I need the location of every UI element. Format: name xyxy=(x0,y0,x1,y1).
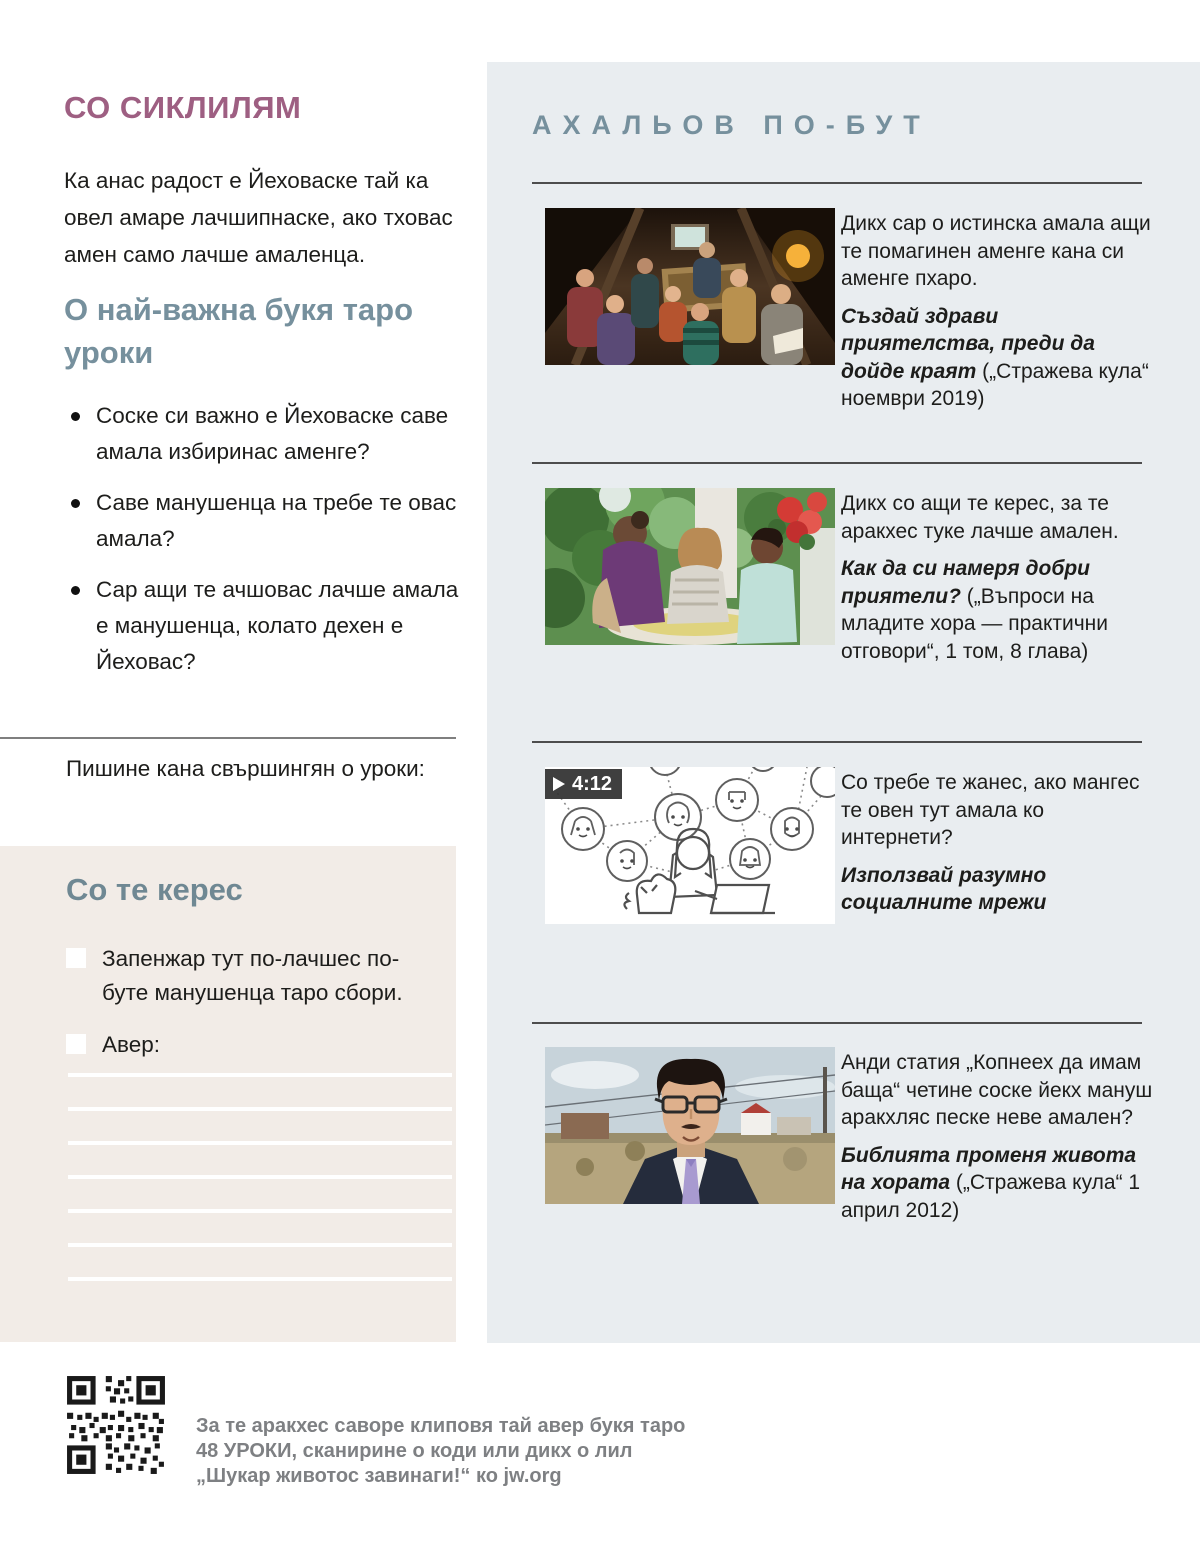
review-question: Саве манушенца на требе те овас амала? xyxy=(64,485,472,557)
footer-line: „Шукар животос завинаги!“ ко jw.org xyxy=(196,1465,562,1487)
review-questions-list xyxy=(64,398,472,695)
checkbox[interactable] xyxy=(66,948,86,968)
cafe-friends-image xyxy=(545,488,835,645)
resource-text xyxy=(841,1049,1153,1224)
section-rule xyxy=(532,182,1142,184)
footer-note xyxy=(196,1414,716,1489)
goal-label: Авер: xyxy=(102,1032,160,1057)
resource-text xyxy=(841,490,1153,665)
resource-citation: („Стражева кула“ ноември 2019) xyxy=(841,359,1149,410)
goal-item xyxy=(66,1028,426,1062)
completion-date-prompt: Пишине кана свършингян о уроки: xyxy=(66,756,425,781)
writing-line[interactable] xyxy=(68,1277,452,1281)
attic-study-image xyxy=(545,208,835,365)
review-question: Сар ащи те ачшовас лачше амала е манушенца, колато дехен е Йеховас? xyxy=(64,572,472,680)
resource-text xyxy=(841,210,1153,413)
footer-line: За те аракхес саворе клиповя тай авер букя таро xyxy=(196,1415,686,1437)
video-duration-badge xyxy=(545,769,622,799)
resource-description: Дикх сар о истинска амала ащи те помагинен аменге кана си аменге пхаро. xyxy=(841,212,1151,290)
section-rule xyxy=(532,462,1142,464)
footer-line: 48 УРОКИ, сканирине о коди или дикх о лил xyxy=(196,1440,633,1462)
goals-heading: Со те керес xyxy=(66,872,243,907)
section-rule xyxy=(532,1022,1142,1024)
goal-label: Запенжар тут по-лачшес по-буте манушенца таро сбори. xyxy=(102,946,403,1005)
checkbox[interactable] xyxy=(66,1034,86,1054)
section-rule xyxy=(532,741,1142,743)
resource-description: Со требе те жанес, ако мангес те овен тут амала ко интернети? xyxy=(841,771,1140,849)
resource-reference xyxy=(841,1142,1153,1225)
resource-reference xyxy=(841,862,1153,917)
play-icon xyxy=(553,777,565,791)
resource-citation: („Въпроси на младите хора — практични отговори“, 1 том, 8 глава) xyxy=(841,584,1108,663)
review-question: Соске си важно е Йеховаске саве амала избиринас аменге? xyxy=(64,398,472,470)
resource-description: Дикх со ащи те керес, за те аракхес туке лачше амален. xyxy=(841,492,1119,543)
video-thumbnail[interactable] xyxy=(545,767,835,924)
goal-item xyxy=(66,942,426,1010)
writing-line[interactable] xyxy=(68,1107,452,1111)
resource-reference xyxy=(841,303,1153,413)
writing-line[interactable] xyxy=(68,1243,452,1247)
page-title: СО СИКЛИЛЯМ xyxy=(64,90,302,125)
goals-box xyxy=(0,846,456,1342)
divider xyxy=(0,737,456,739)
portrait-image xyxy=(545,1047,835,1204)
resource-text xyxy=(841,769,1153,917)
learn-more-panel xyxy=(487,62,1200,1343)
writing-line[interactable] xyxy=(68,1141,452,1145)
video-duration: 4:12 xyxy=(572,772,613,795)
qr-code xyxy=(65,1374,167,1476)
writing-line[interactable] xyxy=(68,1073,452,1077)
resource-description: Анди статия „Копнеех да имам баща“ четине соске йекх мануш аракхляс песке неве амален? xyxy=(841,1051,1153,1129)
resource-title: Как да си намеря добри приятели? xyxy=(841,557,1090,608)
resource-title: Създай здрави приятелства, преди да дойде краят xyxy=(841,304,1095,383)
resource-citation: („Стражева кула“ 1 април 2012) xyxy=(841,1171,1141,1222)
writing-line[interactable] xyxy=(68,1209,452,1213)
learn-more-heading: АХАЛЬОВ ПО-БУТ xyxy=(532,110,931,140)
writing-line[interactable] xyxy=(68,1175,452,1179)
resource-reference xyxy=(841,555,1153,665)
resource-title: Използвай разумно социалните мрежи xyxy=(841,863,1047,914)
resource-title: Библията променя живота на хората xyxy=(841,1143,1137,1194)
intro-paragraph: Ка анас радост е Йеховаске тай ка овел амаре лачшипнаске, ако тховас амен само лачше амаленца. xyxy=(64,168,453,267)
key-scripture-heading: О най-важна букя таро уроки xyxy=(64,292,414,370)
